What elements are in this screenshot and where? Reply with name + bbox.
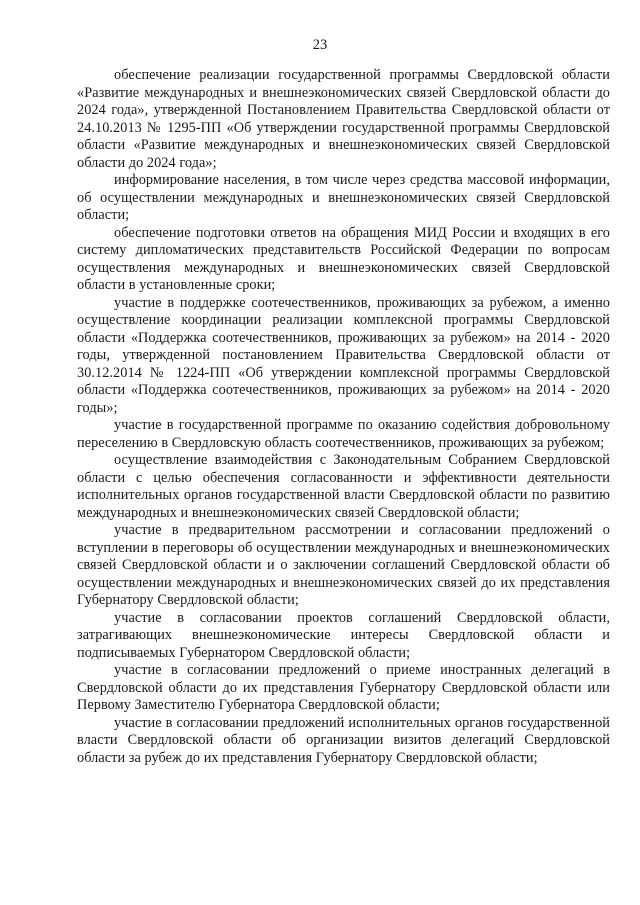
paragraph-resettlement-program: участие в государственной программе по оказанию содействия добровольному переселению в Свердловскую область соотечественников, проживающих за рубежом; bbox=[77, 417, 610, 451]
page-number: 23 bbox=[312, 37, 328, 53]
paragraph-draft-agreements: участие в согласовании проектов соглашений Свердловской области, затрагивающих внешнеэкономические интересы Свердловской области и подписываемых Губернатором Свердловской области; bbox=[77, 609, 610, 661]
paragraph-delegation-visits: участие в согласовании предложений исполнительных органов государственной власти Свердловской области об организации визитов делегаций Свердловской области за рубеж до их представления Губернатору Свердловской области; bbox=[77, 714, 610, 766]
paragraph-legislative-assembly: осуществление взаимодействия с Законодательным Собранием Свердловской области с целью обеспечения согласованности и эффективности деятельности исполнительных органов государственной власти Свердловской области по развитию международных и внешнеэкономических связей Свердловской области; bbox=[77, 452, 610, 521]
paragraph-mfa-responses: обеспечение подготовки ответов на обращения МИД России и входящих в его систему дипломатических представительств Российской Федерации по вопросам осуществления международных и внешнеэкономических связей Свердловской области в установленные сроки; bbox=[77, 224, 610, 293]
paragraph-foreign-delegations: участие в согласовании предложений о приеме иностранных делегаций в Свердловской области до их представления Губернатору Свердловской области или Первому Заместителю Губернатора Свердловской области; bbox=[77, 662, 610, 713]
paragraph-compatriots-support: участие в поддержке соотечественников, проживающих за рубежом, а именно осуществление координации реализации комплексной программы Свердловской области «Поддержка соотечественников, проживающих за рубежом» на 2014 - 2020 годы, утвержденной постановлением Правительства Свердловской области от 30.12.2014 № 1224-ПП «Об утверждении комплексной программы Свердловской области «Поддержка соотечественников, проживающих за рубежом» на 2014 - 2020 годы»; bbox=[77, 294, 610, 416]
paragraph-state-program: обеспечение реализации государственной программы Свердловской области «Развитие международных и внешнеэкономических связей Свердловской области до 2024 года», утвержденной Постановлением Правительства Свердловской области от 24.10.2013 № 1295-ПП «Об утверждении государственной программы Свердловской области «Развитие международных и внешнеэкономических связей Свердловской области до 2024 года»; bbox=[77, 67, 610, 171]
document-body bbox=[77, 67, 610, 767]
paragraph-negotiation-proposals: участие в предварительном рассмотрении и согласовании предложений о вступлении в переговоры об осуществлении международных и внешнеэкономических связей Свердловской области и о заключении соглашений Свердловской области об осуществлении международных и внешнеэкономических связей до их представления Губернатору Свердловской области; bbox=[77, 522, 610, 608]
paragraph-public-information: информирование населения, в том числе через средства массовой информации, об осуществлении международных и внешнеэкономических связей Свердловской области; bbox=[77, 172, 610, 223]
